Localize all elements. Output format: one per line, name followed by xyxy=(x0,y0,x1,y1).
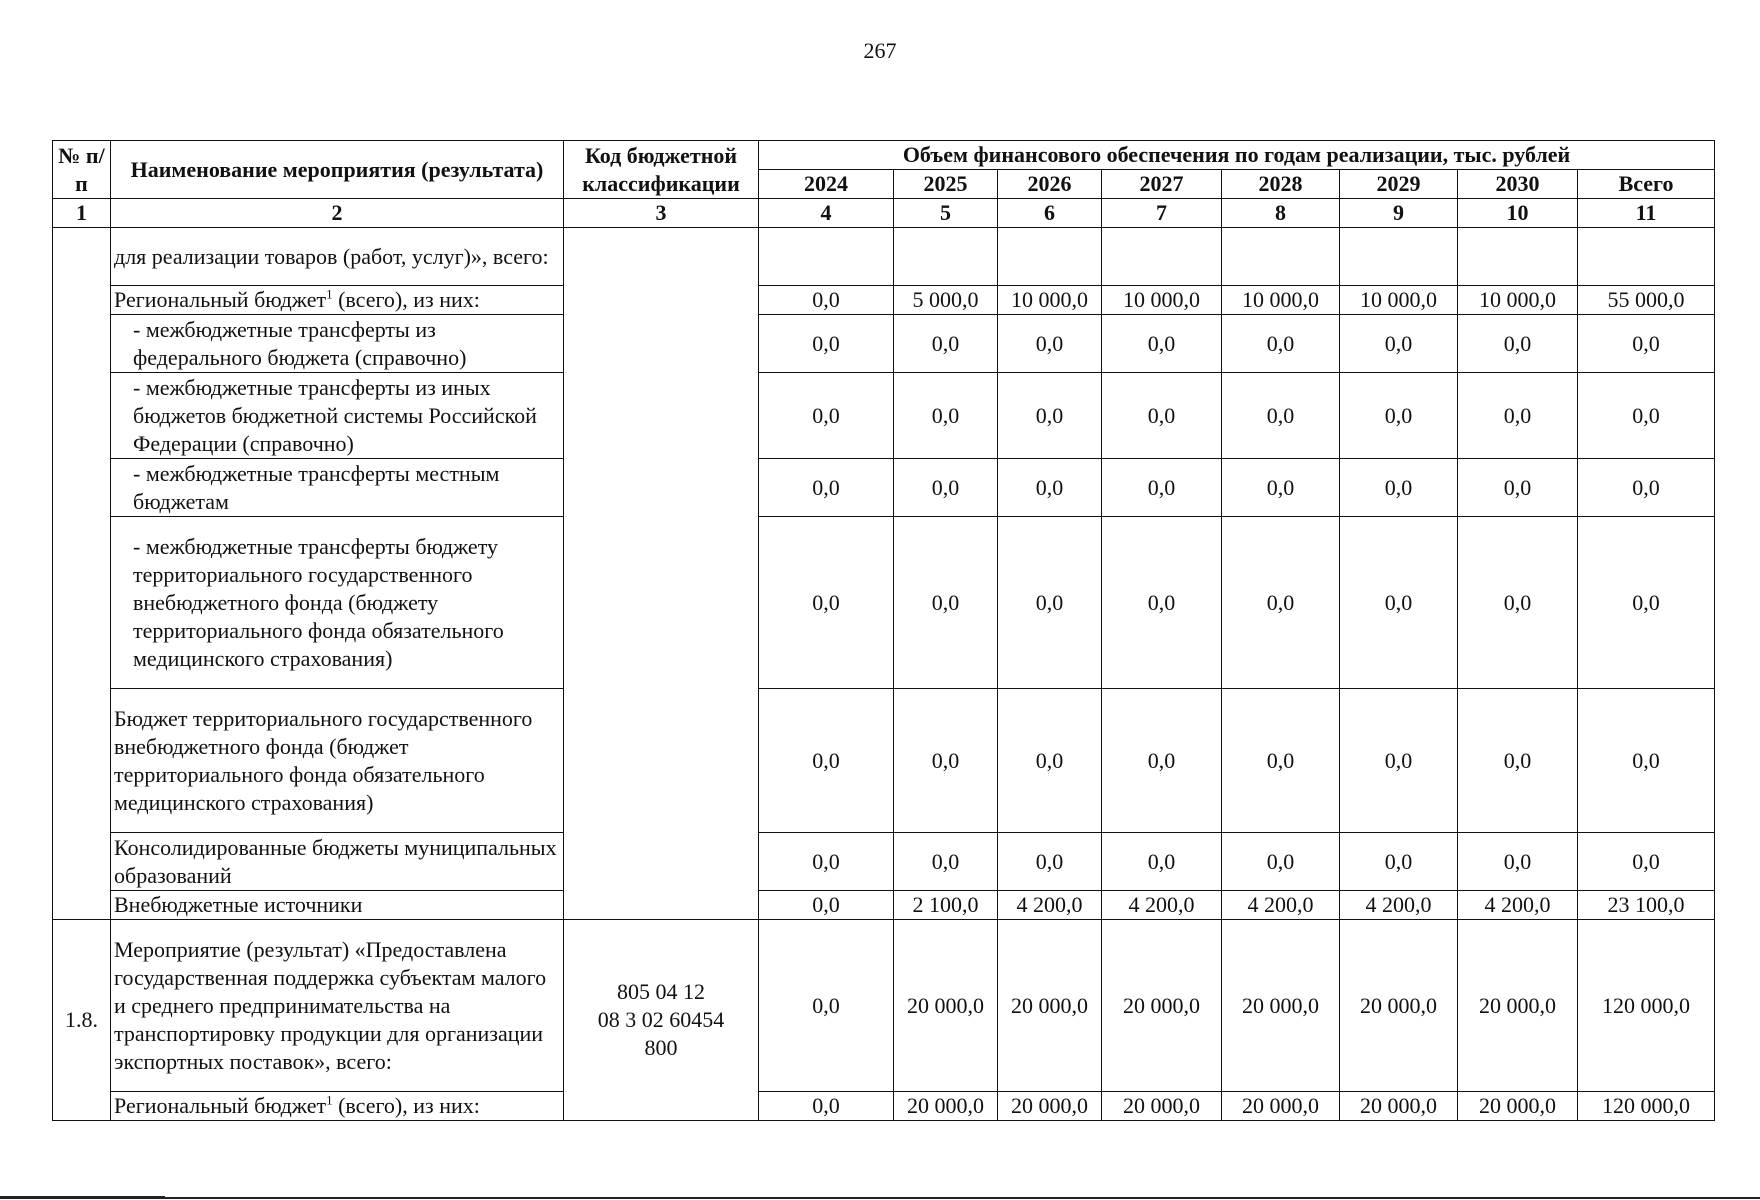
table-row xyxy=(53,1092,1715,1121)
value-cell xyxy=(759,228,894,286)
value-cell: 0,0 xyxy=(759,517,894,689)
value-cell: 0,0 xyxy=(1340,459,1458,517)
value-cell: 0,0 xyxy=(1458,689,1578,833)
row-name: Внебюджетные источники xyxy=(111,891,564,920)
value-cell: 4 200,0 xyxy=(1222,891,1340,920)
table-row xyxy=(53,286,1715,315)
value-cell: 0,0 xyxy=(1578,459,1715,517)
column-number: 2 xyxy=(111,199,564,228)
value-cell: 20 000,0 xyxy=(1340,1092,1458,1121)
budget-code-line: 08 3 02 60454 xyxy=(597,1007,725,1032)
value-cell: 0,0 xyxy=(1102,517,1222,689)
value-cell: 0,0 xyxy=(1222,373,1340,459)
table-row xyxy=(53,459,1715,517)
row-name: Региональный бюджет$^1$ (всего), из них: xyxy=(111,1092,564,1121)
value-cell: 0,0 xyxy=(894,833,998,891)
value-cell: 0,0 xyxy=(759,373,894,459)
row-name: - межбюджетные трансферты местным бюджетам xyxy=(111,459,564,517)
value-cell: 0,0 xyxy=(759,833,894,891)
value-cell: 4 200,0 xyxy=(1340,891,1458,920)
value-cell: 0,0 xyxy=(759,689,894,833)
column-number: 9 xyxy=(1340,199,1458,228)
value-cell: 0,0 xyxy=(759,315,894,373)
column-number: 7 xyxy=(1102,199,1222,228)
value-cell: 0,0 xyxy=(1222,315,1340,373)
value-cell xyxy=(1102,228,1222,286)
table-row xyxy=(53,920,1715,1092)
value-cell: 0,0 xyxy=(1340,517,1458,689)
row-name: Мероприятие (результат) «Предоставлена государственная поддержка субъектам малого и среднего предпринимательства на транспортировку продукции для организации экспортных поставок», всего: xyxy=(111,920,564,1092)
column-number: 8 xyxy=(1222,199,1340,228)
row-name: Региональный бюджет$^1$ (всего), из них: xyxy=(111,286,564,315)
value-cell: 0,0 xyxy=(1578,517,1715,689)
value-cell: 0,0 xyxy=(894,689,998,833)
value-cell: 0,0 xyxy=(998,459,1102,517)
table-row xyxy=(53,833,1715,891)
value-cell: 0,0 xyxy=(1340,833,1458,891)
column-number: 3 xyxy=(564,199,759,228)
value-cell: 0,0 xyxy=(1578,373,1715,459)
header-year: 2027 xyxy=(1102,170,1222,199)
row-name: - межбюджетные трансферты бюджету территориального государственного внебюджетного фонда (бюджету территориального фонда обязательного медицинского страхования) xyxy=(111,517,564,689)
row-name: Консолидированные бюджеты муниципальных образований xyxy=(111,833,564,891)
value-cell: 20 000,0 xyxy=(1340,920,1458,1092)
value-cell: 4 200,0 xyxy=(1102,891,1222,920)
value-cell: 20 000,0 xyxy=(1102,920,1222,1092)
column-number-row xyxy=(53,199,1715,228)
page-number: 267 xyxy=(863,38,897,63)
value-cell: 0,0 xyxy=(1102,689,1222,833)
value-cell: 0,0 xyxy=(1458,833,1578,891)
value-cell: 0,0 xyxy=(1222,459,1340,517)
value-cell: 120 000,0 xyxy=(1578,1092,1715,1121)
value-cell: 10 000,0 xyxy=(1340,286,1458,315)
value-cell: 5 000,0 xyxy=(894,286,998,315)
row-number-cell xyxy=(53,228,111,920)
value-cell: 0,0 xyxy=(1340,315,1458,373)
value-cell: 0,0 xyxy=(1578,315,1715,373)
column-number: 11 xyxy=(1578,199,1715,228)
row-name: - межбюджетные трансферты из федерального бюджета (справочно) xyxy=(111,315,564,373)
value-cell: 0,0 xyxy=(759,459,894,517)
value-cell: 0,0 xyxy=(1102,833,1222,891)
header-year: 2025 xyxy=(894,170,998,199)
budget-code-cell xyxy=(564,920,759,1121)
value-cell: 20 000,0 xyxy=(1222,1092,1340,1121)
value-cell: 20 000,0 xyxy=(1458,920,1578,1092)
value-cell: 10 000,0 xyxy=(998,286,1102,315)
row-name: для реализации товаров (работ, услуг)», всего: xyxy=(111,228,564,286)
value-cell: 0,0 xyxy=(759,286,894,315)
value-cell: 0,0 xyxy=(1222,517,1340,689)
value-cell xyxy=(1578,228,1715,286)
budget-table xyxy=(52,140,1715,1121)
value-cell: 20 000,0 xyxy=(1102,1092,1222,1121)
value-cell: 4 200,0 xyxy=(1458,891,1578,920)
value-cell: 20 000,0 xyxy=(894,920,998,1092)
value-cell: 120 000,0 xyxy=(1578,920,1715,1092)
value-cell: 20 000,0 xyxy=(998,920,1102,1092)
value-cell: 0,0 xyxy=(1102,459,1222,517)
column-number: 10 xyxy=(1458,199,1578,228)
header-year: 2029 xyxy=(1340,170,1458,199)
value-cell: 0,0 xyxy=(998,315,1102,373)
row-name: Бюджет территориального государственного внебюджетного фонда (бюджет территориального фонда обязательного медицинского страхования) xyxy=(111,689,564,833)
value-cell: 0,0 xyxy=(1458,315,1578,373)
column-number: 5 xyxy=(894,199,998,228)
value-cell: 23 100,0 xyxy=(1578,891,1715,920)
table-row xyxy=(53,315,1715,373)
value-cell xyxy=(894,228,998,286)
value-cell: 0,0 xyxy=(998,373,1102,459)
column-number: 6 xyxy=(998,199,1102,228)
value-cell: 2 100,0 xyxy=(894,891,998,920)
value-cell: 0,0 xyxy=(894,459,998,517)
header-code: Код бюджетной классификации xyxy=(564,141,759,199)
value-cell: 0,0 xyxy=(894,373,998,459)
table-row xyxy=(53,689,1715,833)
header-num: № п/п xyxy=(53,141,111,199)
header-year: 2028 xyxy=(1222,170,1340,199)
value-cell: 0,0 xyxy=(1102,315,1222,373)
value-cell: 0,0 xyxy=(998,517,1102,689)
value-cell: 0,0 xyxy=(759,891,894,920)
budget-code-cell xyxy=(564,228,759,920)
value-cell: 0,0 xyxy=(998,833,1102,891)
header-name: Наименование мероприятия (результата) xyxy=(111,141,564,199)
table-row xyxy=(53,517,1715,689)
value-cell: 0,0 xyxy=(759,1092,894,1121)
value-cell: 0,0 xyxy=(1458,373,1578,459)
row-number: 1.8. xyxy=(53,920,111,1121)
value-cell: 0,0 xyxy=(894,517,998,689)
footnote-mark: 1 xyxy=(326,1092,333,1108)
table-row xyxy=(53,891,1715,920)
value-cell: 0,0 xyxy=(894,315,998,373)
header-year: 2024 xyxy=(759,170,894,199)
value-cell: 0,0 xyxy=(1458,517,1578,689)
table-row xyxy=(53,228,1715,286)
row-name: - межбюджетные трансферты из иных бюджетов бюджетной системы Российской Федерации (справочно) xyxy=(111,373,564,459)
value-cell: 0,0 xyxy=(1578,689,1715,833)
value-cell xyxy=(1222,228,1340,286)
budget-code-line: 800 xyxy=(644,1035,678,1060)
column-number: 4 xyxy=(759,199,894,228)
value-cell: 10 000,0 xyxy=(1102,286,1222,315)
footnote-mark: 1 xyxy=(326,286,333,302)
header-volume: Объем финансового обеспечения по годам реализации, тыс. рублей xyxy=(759,141,1715,170)
value-cell: 0,0 xyxy=(1222,833,1340,891)
value-cell: 20 000,0 xyxy=(1458,1092,1578,1121)
header-year: 2030 xyxy=(1458,170,1578,199)
value-cell: 0,0 xyxy=(759,920,894,1092)
header-year: 2026 xyxy=(998,170,1102,199)
value-cell xyxy=(998,228,1102,286)
budget-code-line: 805 04 12 xyxy=(617,979,705,1004)
value-cell: 55 000,0 xyxy=(1578,286,1715,315)
header-total: Всего xyxy=(1578,170,1715,199)
value-cell xyxy=(1340,228,1458,286)
scan-edge-line xyxy=(120,1197,1760,1199)
value-cell: 0,0 xyxy=(1578,833,1715,891)
value-cell: 20 000,0 xyxy=(894,1092,998,1121)
column-number: 1 xyxy=(53,199,111,228)
value-cell: 20 000,0 xyxy=(998,1092,1102,1121)
value-cell: 0,0 xyxy=(1340,689,1458,833)
value-cell: 0,0 xyxy=(1458,459,1578,517)
value-cell: 10 000,0 xyxy=(1458,286,1578,315)
value-cell: 4 200,0 xyxy=(998,891,1102,920)
table-row xyxy=(53,373,1715,459)
value-cell: 0,0 xyxy=(1340,373,1458,459)
value-cell: 0,0 xyxy=(998,689,1102,833)
value-cell: 10 000,0 xyxy=(1222,286,1340,315)
value-cell: 0,0 xyxy=(1102,373,1222,459)
value-cell xyxy=(1458,228,1578,286)
value-cell: 20 000,0 xyxy=(1222,920,1340,1092)
value-cell: 0,0 xyxy=(1222,689,1340,833)
